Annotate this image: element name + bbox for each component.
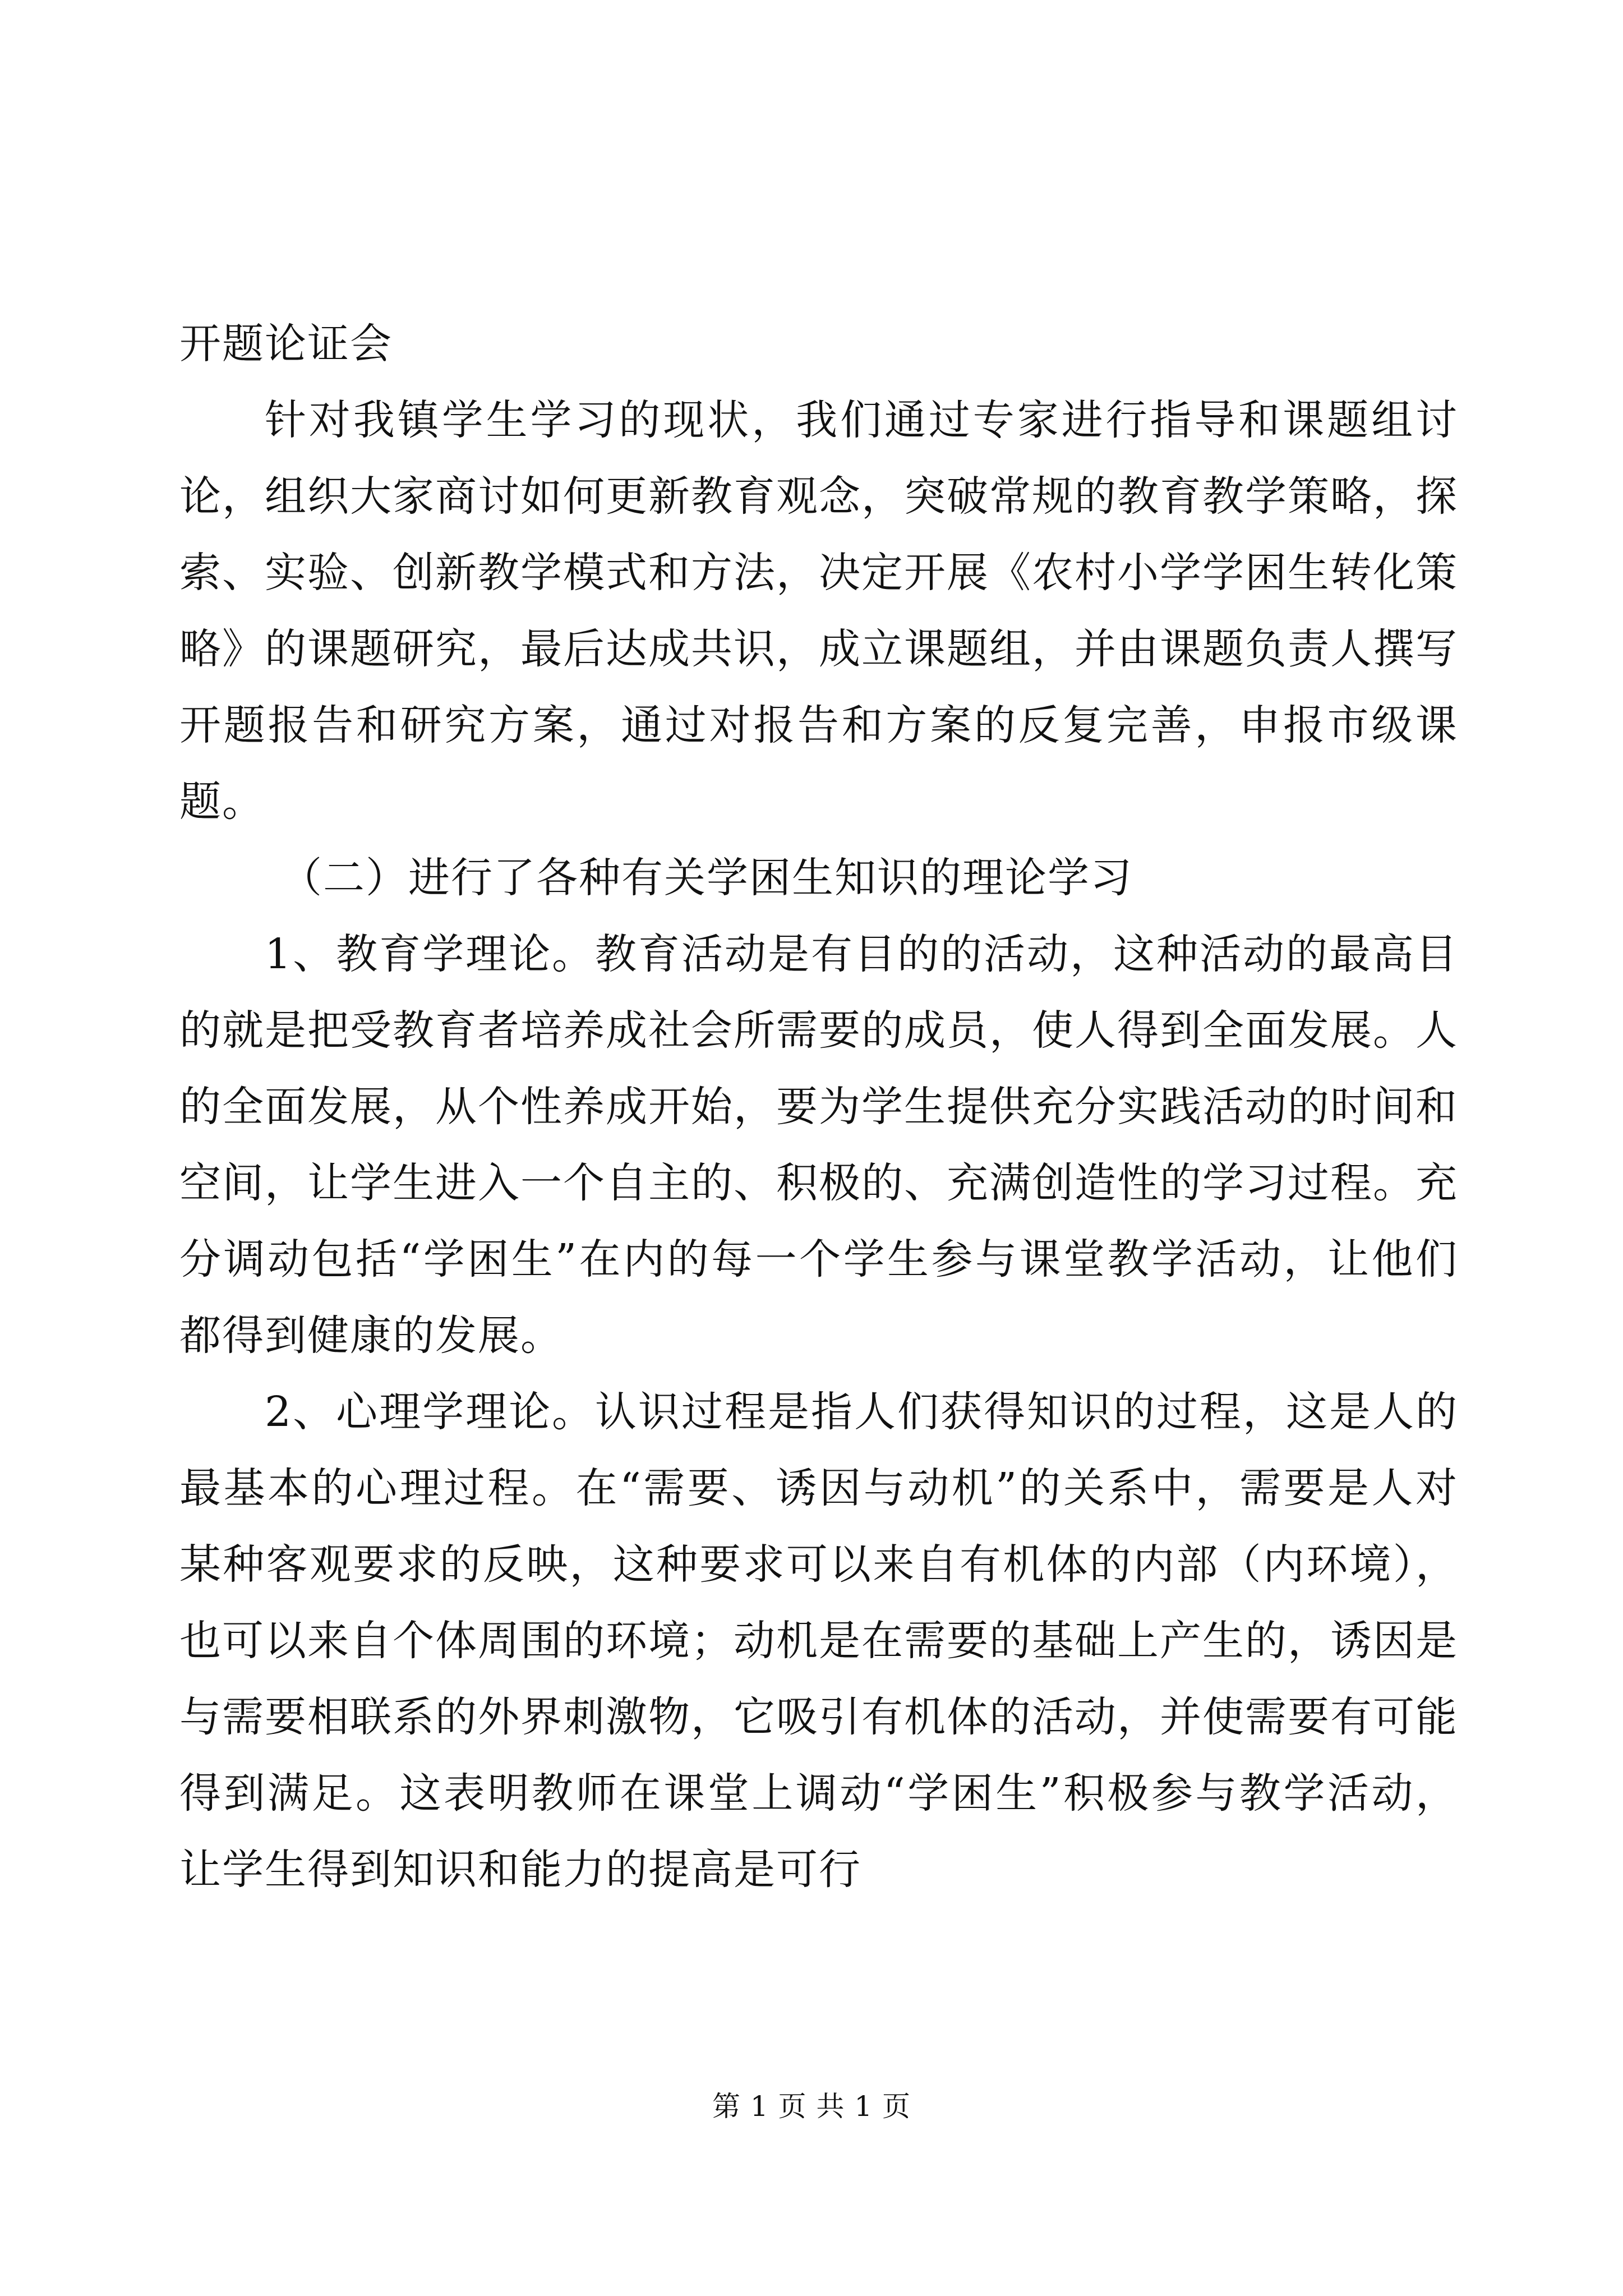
subsection-title-theory-study: （二）进行了各种有关学困生知识的理论学习 (280, 854, 1133, 902)
section-heading: 开题论证会 (179, 320, 393, 368)
paragraph-research-background: 针对我镇学生学习的现状，我们通过专家进行指导和课题组讨论，组织大家商讨如何更新教育观念，突破常规的教育教学策略，探索、实验、创新教学模式和方法，决定开展《农村小学学困生转化策略》的课题研究，最后达成共识，成立课题组，并由课题负责人撰写开题报告和研究方案，通过对报告和方案的反复完善，申报市级课题。 (179, 396, 1458, 826)
page-footer: 第 1 页 共 1 页 (712, 2090, 911, 2123)
document-body (179, 306, 1458, 1908)
paragraph-psychology-theory: 2、心理学理论。认识过程是指人们获得知识的过程，这是人的最基本的心理过程。在“需要、诱因与动机”的关系中，需要是人对某种客观要求的反映，这种要求可以来自有机体的内部（内环境），也可以来自个体周围的环境；动机是在需要的基础上产生的，诱因是与需要相联系的外界刺激物，它吸引有机体的活动，并使需要有可能得到满足。这表明教师在课堂上调动“学困生”积极参与教学活动，让学生得到知识和能力的提高是可行 (179, 1388, 1458, 1894)
paragraph-pedagogy-theory: 1、教育学理论。教育活动是有目的的活动，这种活动的最高目的就是把受教育者培养成社会所需要的成员，使人得到全面发展。人的全面发展，从个性养成开始，要为学生提供充分实践活动的时间和空间，让学生进入一个自主的、积极的、充满创造性的学习过程。充分调动包括“学困生”在内的每一个学生参与课堂教学活动，让他们都得到健康的发展。 (179, 930, 1458, 1360)
